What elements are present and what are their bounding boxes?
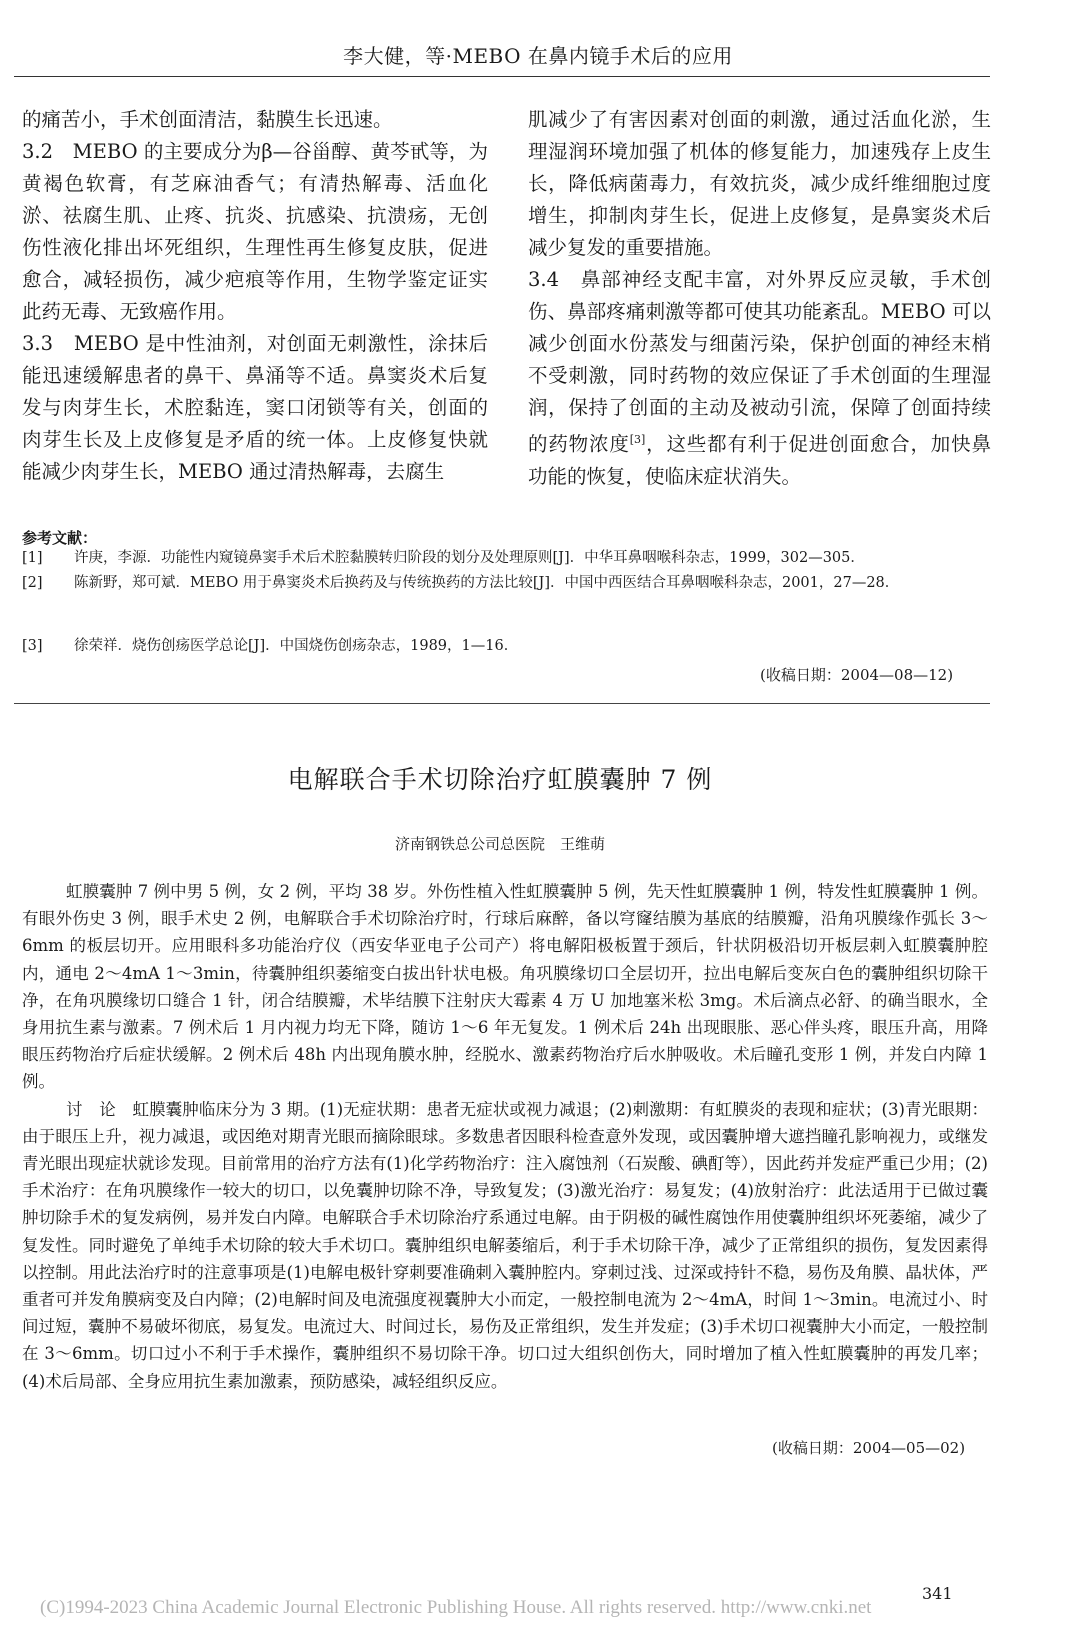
reference-item [22, 546, 982, 571]
left-col-paragraph-3: 3.3 MEBO 是中性油剂，对创面无刺激性，涂抹后能迅速缓解患者的鼻干、鼻涌等不适。鼻窦炎术后复发与肉芽生长，术腔黏连，窦口闭锁等有关，创面的肉芽生长及上皮修复是矛盾的统一体。上皮修复快就能减少肉芽生长，MEBO 通过清热解毒，去腐生 [22, 332, 488, 483]
reference-item [22, 634, 982, 659]
left-column [22, 104, 488, 488]
reference-text: 许庚，李源．功能性内窥镜鼻窦手术后术腔黏膜转归阶段的划分及处理原则[J]．中华耳鼻咽喉科杂志，1999，302—305． [74, 550, 865, 566]
right-column [528, 104, 991, 493]
right-col-paragraph-1: 肌减少了有害因素对创面的刺激，通过活血化淤，生理湿润环境加强了机体的修复能力，加速残存上皮生长，降低病菌毒力，有效抗炎，减少成纤维细胞过度增生，抑制肉芽生长，促进上皮修复，是鼻窦炎术后减少复发的重要措施。 [528, 108, 991, 259]
reference-text: 徐荣祥．烧伤创疡医学总论[J]．中国烧伤创疡杂志，1989，1—16． [74, 638, 519, 654]
discussion-lead: 讨 论 [66, 1099, 116, 1119]
article-affiliation-author: 济南钢铁总公司总医院 王维萌 [394, 835, 605, 853]
running-header: 李大健，等·MEBO 在鼻内镜手术后的应用 [343, 44, 733, 68]
discussion-text: 虹膜囊肿临床分为 3 期。(1)无症状期：患者无症状或视力减退；(2)刺激期：有虹膜炎的表现和症状；(3)青光眼期：由于眼压上升，视力减退，或因绝对期青光眼而摘除眼球。多数患者因眼科检查意外发现，或因囊肿增大遮挡瞳孔影响视力，或继发青光眼出现症状就诊发现。目前常用的治疗方法有(1)化学药物治疗：注入腐蚀剂（石炭酸、碘酊等），因此药并发症严重已少用；(2)手术治疗：在角巩膜缘作一较大的切口，以免囊肿切除不净，导致复发；(3)激光治疗：易复发；(4)放射治疗：此法适用于已做过囊肿切除手术的复发病例，易并发白内障。电解联合手术切除治疗系通过电解。由于阴极的碱性腐蚀作用使囊肿组织坏死萎缩，减少了复发性。同时避免了单纯手术切除的较大手术切口。囊肿组织电解萎缩后，利于手术切除干净，减少了正常组织的损伤，复发因素得以控制。用此法治疗时的注意事项是(1)电解电极针穿刺要准确刺入囊肿腔内。穿刺过浅、过深或持针不稳，易伤及角膜、晶状体，严重者可并发角膜病变及白内障；(2)电解时间及电流强度视囊肿大小而定，一般控制电流为 2～4mA，时间 1～3min。电流过小、时间过短，囊肿不易破坏彻底，易复发。电流过大、时间过长，易伤及正常组织，发生并发症；(3)手术切口视囊肿大小而定，一般控制在 3～6mm。切口过小不利于手术操作，囊肿组织不易切除干净。切口过大组织创伤大，同时增加了植入性虹膜囊肿的再发几率；(4)术后局部、全身应用抗生素加激素，预防感染，减轻组织反应。 [22, 1099, 988, 1391]
page-number: 341 [922, 1584, 953, 1603]
left-col-paragraph-1: 的痛苦小，手术创面清洁，黏膜生长迅速。 [22, 108, 393, 131]
left-col-paragraph-2: 3.2 MEBO 的主要成分为β—谷甾醇、黄芩甙等，为黄褐色软膏，有芝麻油香气；有清热解毒、活血化淤、祛腐生肌、止疼、抗炎、抗感染、抗溃疡，无创伤性液化排出坏死组织，生理性再生修复皮肤，促进愈合，减轻损伤，减少疤痕等作用，生物学鉴定证实此药无毒、无致癌作用。 [22, 140, 488, 323]
article-paragraph-2 [22, 1096, 988, 1395]
reference-number: [3] [22, 638, 43, 654]
right-col-paragraph-2-text-b: ，这些都有利于促进创面愈合，加快鼻功能的恢复，使临床症状消失。 [528, 432, 991, 488]
header-rule [14, 76, 990, 77]
received-date-1: (收稿日期：2004—08—12) [760, 666, 954, 684]
reference-item [22, 571, 982, 596]
citation-superscript: [3] [629, 433, 646, 446]
references-title: 参考文献： [22, 529, 98, 547]
reference-number: [2] [22, 575, 43, 591]
article-body [22, 878, 988, 1395]
right-col-paragraph-2 [528, 264, 991, 493]
reference-text: 陈新野，郑可斌．MEBO 用于鼻窦炎术后换药及与传统换药的方法比较[J]．中国中西医结合耳鼻咽喉科杂志，2001，27—28． [74, 575, 900, 591]
section-divider [14, 703, 990, 704]
article-title: 电解联合手术切除治疗虹膜囊肿 7 例 [287, 765, 713, 794]
copyright-watermark: (C)1994-2023 China Academic Journal Electronic Publishing House. All rights reserved. http://www.cnki.net [40, 1597, 872, 1618]
received-date-2: (收稿日期：2004—05—02) [772, 1439, 966, 1457]
right-col-paragraph-2-text-a: 3.4 鼻部神经支配丰富，对外界反应灵敏，手术创伤、鼻部疼痛刺激等都可使其功能紊乱。MEBO 可以减少创面水份蒸发与细菌污染，保护创面的神经末梢不受刺激，同时药物的效应保证了手术创面的生理湿润，保持了创面的主动及被动引流，保障了创面持续的药物浓度 [528, 268, 991, 456]
reference-number: [1] [22, 550, 43, 566]
article-paragraph-1: 虹膜囊肿 7 例中男 5 例，女 2 例，平均 38 岁。外伤性植入性虹膜囊肿 5 例，先天性虹膜囊肿 1 例，特发性虹膜囊肿 1 例。有眼外伤史 3 例，眼手术史 2 例，电解联合手术切除治疗时，行球后麻醉，备以穹窿结膜为基底的结膜瓣，沿角巩膜缘作弧长 3～6mm 的板层切开。应用眼科多功能治疗仪（西安华亚电子公司产）将电解阳极板置于颈后，针状阴极沿切开板层刺入虹膜囊肿腔内，通电 2～4mA 1～3min，待囊肿组织萎缩变白拔出针状电极。角巩膜缘切口全层切开，拉出电解后变灰白色的囊肿组织切除干净，在角巩膜缘切口缝合 1 针，闭合结膜瓣，术毕结膜下注射庆大霉素 4 万 U 加地塞米松 3mg。术后滴点必舒、的确当眼水，全身用抗生素与激素。7 例术后 1 月内视力均无下降，随访 1～6 年无复发。1 例术后 24h 出现眼胀、恶心伴头疼，眼压升高，用降眼压药物治疗后症状缓解。2 例术后 48h 内出现角膜水肿，经脱水、激素药物治疗后水肿吸收。术后瞳孔变形 1 例，并发白内障 1 例。 [22, 882, 988, 1092]
